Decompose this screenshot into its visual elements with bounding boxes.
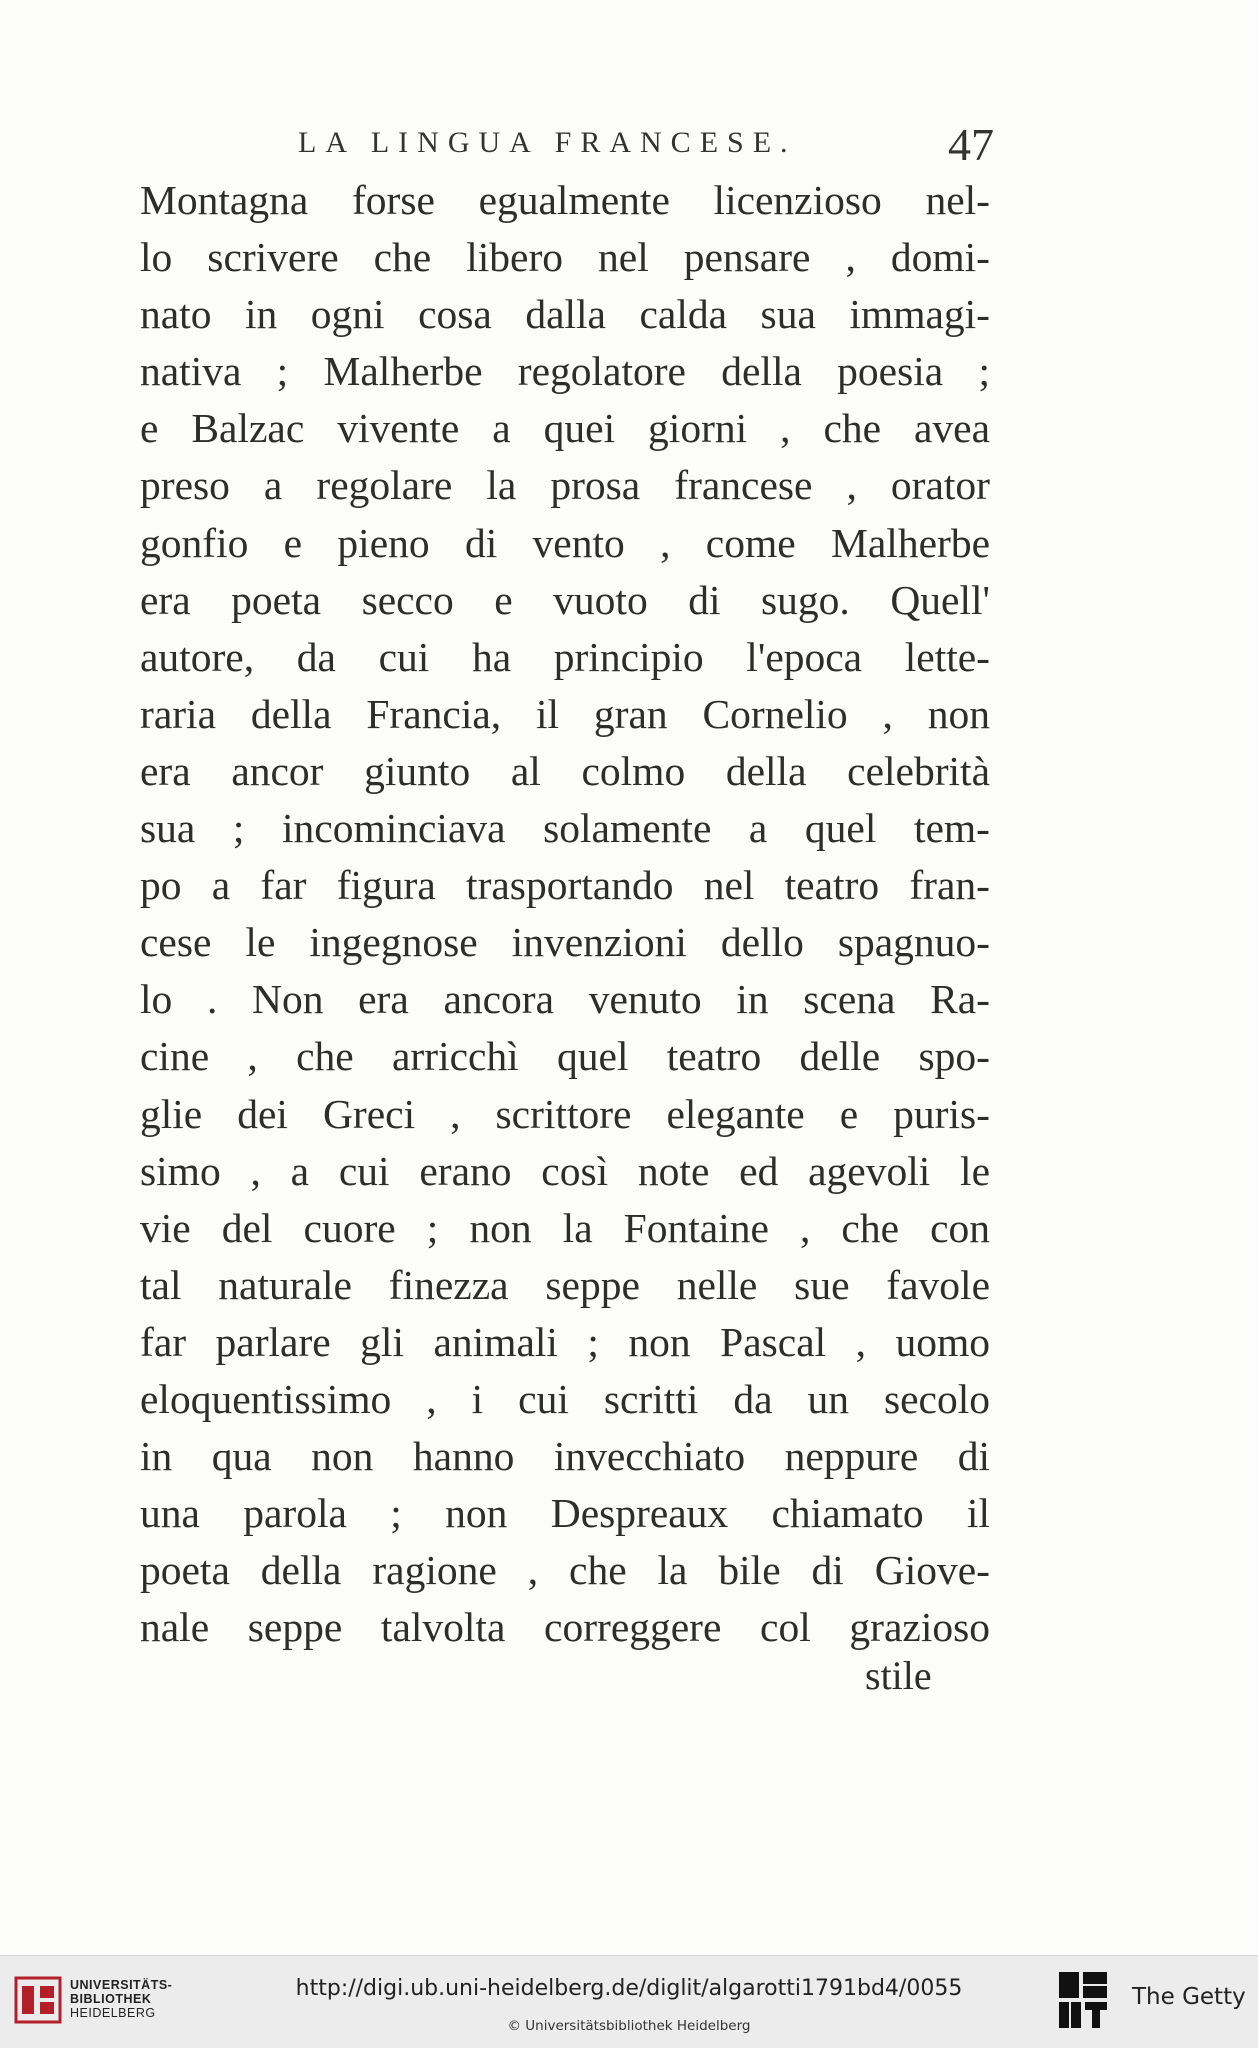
text-line: sua ; incominciava solamente a quel tem- bbox=[140, 805, 990, 852]
text-line: glie dei Greci , scrittore elegante e puris- bbox=[140, 1090, 990, 1137]
text-line: Montagna forse egualmente licenzioso nel- bbox=[140, 177, 990, 223]
text-line: era ancor giunto al colmo della celebrità bbox=[140, 747, 990, 794]
text-line: eloquentissimo , i cui scritti da un secolo bbox=[140, 1375, 990, 1422]
library-name-line: HEIDELBERG bbox=[70, 2006, 156, 2020]
text-line: simo , a cui erano così note ed agevoli le bbox=[140, 1147, 990, 1194]
page-number: 47 bbox=[948, 119, 994, 170]
text-line: cese le ingegnose invenzioni dello spagnuo- bbox=[140, 919, 990, 966]
text-line: preso a regolare la prosa francese , orator bbox=[140, 462, 990, 509]
body-text bbox=[140, 172, 990, 1656]
text-line: nale seppe talvolta correggere col grazioso bbox=[140, 1604, 990, 1651]
library-name-line: BIBLIOTHEK bbox=[70, 1992, 152, 2006]
text-line: e Balzac vivente a quei giorni , che avea bbox=[140, 405, 990, 452]
viewer-footer bbox=[0, 1955, 1258, 2048]
text-line: tal naturale finezza seppe nelle sue favole bbox=[140, 1261, 990, 1308]
text-line: cine , che arricchì quel teatro delle spo- bbox=[140, 1033, 990, 1080]
text-line: far parlare gli animali ; non Pascal , uomo bbox=[140, 1318, 990, 1365]
text-line: vie del cuore ; non la Fontaine , che con bbox=[140, 1204, 990, 1251]
getty-logo-icon bbox=[1057, 1970, 1109, 2032]
running-head: LA LINGUA FRANCESE. bbox=[298, 126, 797, 159]
text-line: lo scrivere che libero nel pensare , domi- bbox=[140, 234, 990, 281]
permalink-url[interactable]: http://digi.ub.uni-heidelberg.de/diglit/algarotti1791bd4/0055 bbox=[295, 1976, 963, 2001]
text-line: una parola ; non Despreaux chiamato il bbox=[140, 1490, 990, 1537]
text-line: gonfio e pieno di vento , come Malherbe bbox=[140, 519, 990, 566]
text-line: poeta della ragione , che la bile di Giove- bbox=[140, 1547, 990, 1594]
text-line: lo . Non era ancora venuto in scena Ra- bbox=[140, 976, 990, 1023]
text-line: raria della Francia, il gran Cornelio , non bbox=[140, 690, 990, 737]
catchword: stile bbox=[865, 1653, 932, 1698]
text-line: nato in ogni cosa dalla calda sua immagi- bbox=[140, 291, 990, 338]
library-name-line: UNIVERSITÄTS- bbox=[70, 1978, 173, 1992]
partner-name: The Getty bbox=[1132, 1984, 1246, 2010]
text-line: era poeta secco e vuoto di sugo. Quell' bbox=[140, 576, 990, 623]
copyright-notice: © Universitätsbibliothek Heidelberg bbox=[507, 2018, 751, 2034]
text-line: in qua non hanno invecchiato neppure di bbox=[140, 1433, 990, 1480]
text-line: po a far figura trasportando nel teatro fran- bbox=[140, 862, 990, 909]
text-line: autore, da cui ha principio l'epoca lette- bbox=[140, 633, 990, 680]
text-line: nativa ; Malherbe regolatore della poesia ; bbox=[140, 348, 990, 395]
